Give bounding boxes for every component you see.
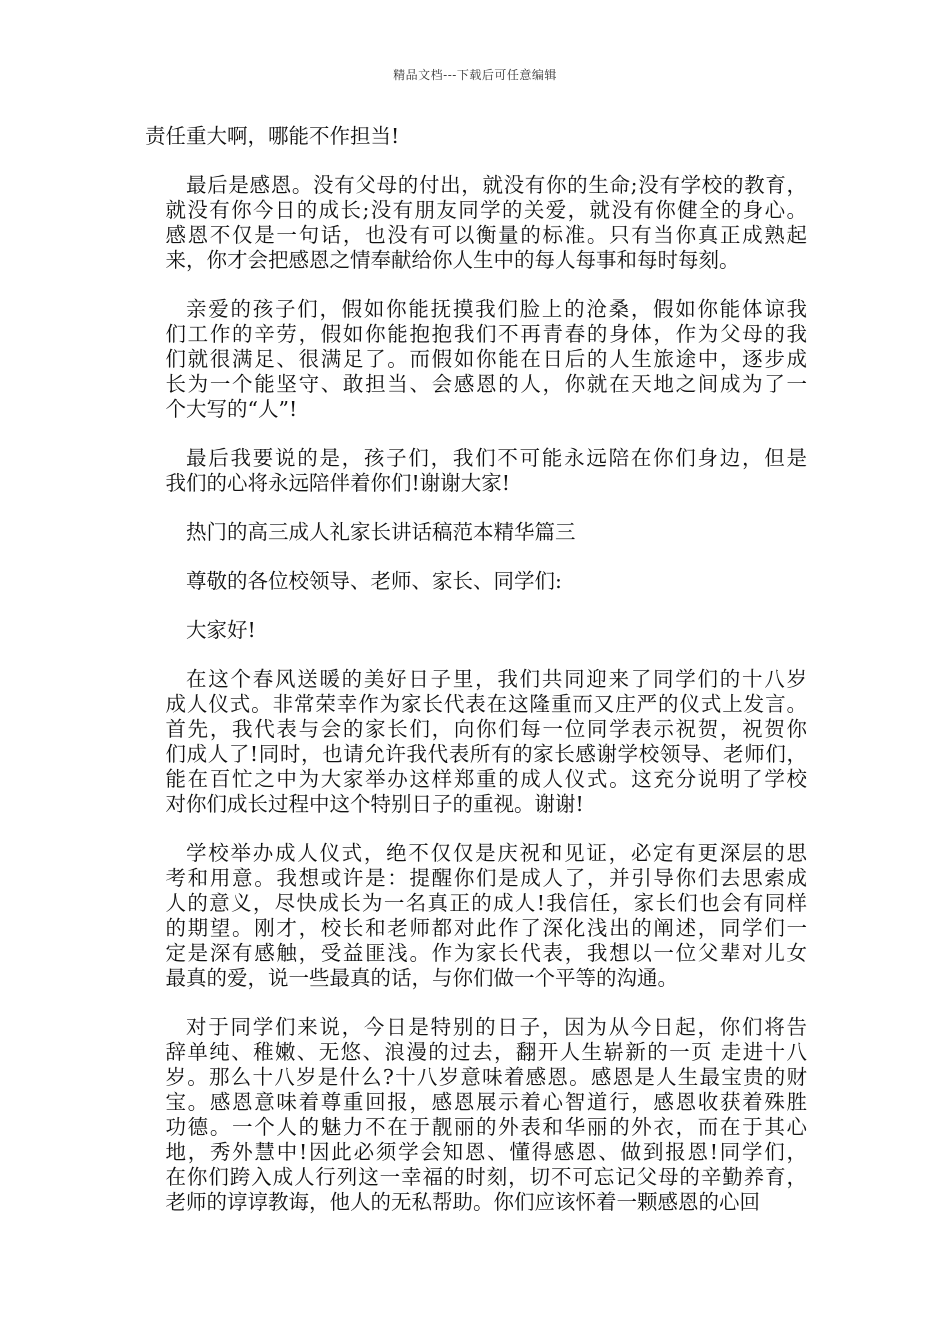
text-line: 宝。感恩意味着尊重回报，感恩展示着心智道行，感恩收获着殊胜: [165, 1090, 807, 1114]
text-line: 来，你才会把感恩之情奉献给你人生中的每人每事和每时每刻。: [165, 248, 740, 272]
paragraph: [145, 297, 807, 422]
paragraph: [145, 446, 807, 496]
paragraph: [145, 841, 807, 991]
text-line: 最真的爱，说一些最真的话，与你们做一个平等的沟通。: [165, 966, 678, 990]
text-line: 人的意义，尽快成长为一名真正的成人!我信任，家长们也会有同样: [165, 891, 807, 915]
paragraph: [145, 667, 807, 817]
text-line: 我们的心将永远陪伴着你们!谢谢大家!: [165, 471, 510, 495]
text-line: 首先，我代表与会的家长们，向你们每一位同学表示祝贺，祝贺你: [165, 717, 807, 741]
text-line: 辞单纯、稚嫩、无悠、浪漫的过去，翻开人生崭新的一页 走进十八: [165, 1040, 807, 1064]
text-line: 的期望。刚才，校长和老师都对此作了深化浅出的阐述，同学们一: [165, 916, 807, 940]
paragraph: [145, 618, 807, 643]
text-line: 们就很满足、很满足了。而假如你能在日后的人生旅途中，逐步成: [165, 347, 807, 371]
text-line: 对于同学们来说，今日是特别的日子，因为从今日起，你们将告: [186, 1015, 807, 1039]
text-line: 学校举办成人仪式，绝不仅仅是庆祝和见证，必定有更深层的思: [186, 841, 807, 865]
text-line: 定是深有感触，受益匪浅。作为家长代表，我想以一位父辈对儿女: [165, 941, 807, 965]
page-header: 精品文档---下载后可任意编辑: [393, 68, 557, 82]
document-body: [145, 124, 807, 1239]
text-line: 们工作的辛劳，假如你能抱抱我们不再青春的身体，作为父母的我: [165, 322, 807, 346]
text-line: 感恩不仅是一句话，也没有可以衡量的标准。只有当你真正成熟起: [165, 223, 807, 247]
text-line: 大家好!: [186, 618, 256, 642]
text-line: 考和用意。我想或许是：提醒你们是成人了，并引导你们去思索成: [165, 866, 807, 890]
paragraph: [145, 124, 807, 149]
text-line: 责任重大啊，哪能不作担当!: [145, 124, 400, 148]
text-line: 热门的高三成人礼家长讲话稿范本精华篇三: [186, 520, 576, 544]
text-line: 能在百忙之中为大家举办这样郑重的成人仪式。这充分说明了学校: [165, 767, 807, 791]
text-line: 最后我要说的是，孩子们，我们不可能永远陪在你们身边，但是: [186, 446, 807, 470]
text-line: 在你们跨入成人行列这一幸福的时刻，切不可忘记父母的辛勤养育，: [165, 1165, 807, 1189]
paragraph: [145, 173, 807, 273]
text-line: 在这个春风送暖的美好日子里，我们共同迎来了同学们的十八岁: [186, 667, 807, 691]
text-line: 亲爱的孩子们，假如你能抚摸我们脸上的沧桑，假如你能体谅我: [186, 297, 807, 321]
text-line: 岁。那么十八岁是什么?十八岁意味着感恩。感恩是人生最宝贵的财: [165, 1065, 807, 1089]
text-line: 成人仪式。非常荣幸作为家长代表在这隆重而又庄严的仪式上发言。: [165, 692, 807, 716]
text-line: 对你们成长过程中这个特别日子的重视。谢谢!: [165, 792, 584, 816]
text-line: 就没有你今日的成长;没有朋友同学的关爱，就没有你健全的身心。: [165, 198, 807, 222]
paragraph: [145, 520, 807, 545]
text-line: 老师的谆谆教诲，他人的无私帮助。你们应该怀着一颗感恩的心回: [165, 1190, 760, 1214]
text-line: 尊敬的各位校领导、老师、家长、同学们:: [186, 569, 562, 593]
text-line: 地，秀外慧中!因此必须学会知恩、懂得感恩、做到报恩!同学们，: [165, 1140, 807, 1164]
paragraph: [145, 569, 807, 594]
text-line: 最后是感恩。没有父母的付出，就没有你的生命;没有学校的教育，: [186, 173, 807, 197]
text-line: 长为一个能坚守、敢担当、会感恩的人，你就在天地之间成为了一: [165, 372, 807, 396]
paragraph: [145, 1015, 807, 1215]
text-line: 们成人了!同时，也请允许我代表所有的家长感谢学校领导、老师们，: [165, 742, 807, 766]
text-line: 个大写的“人”!: [165, 397, 298, 421]
text-line: 功德。一个人的魅力不在于靓丽的外表和华丽的外衣，而在于其心: [165, 1115, 807, 1139]
